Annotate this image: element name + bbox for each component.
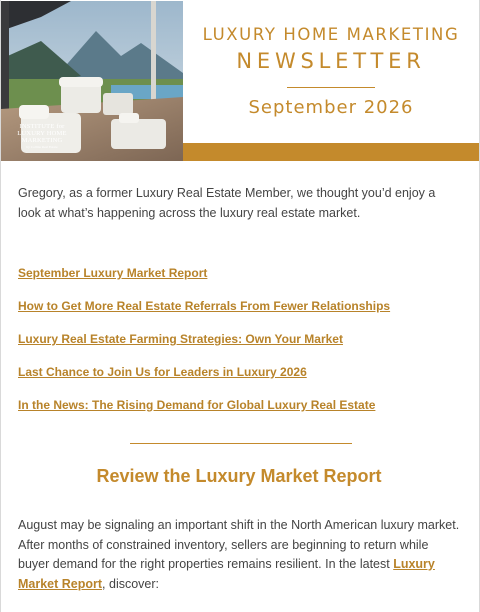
- inline-market-report-link[interactable]: Luxury Market Report: [18, 557, 435, 591]
- header-accent-bar: [183, 143, 479, 161]
- link-in-the-news[interactable]: In the News: The Rising Demand for Global Luxury Real Estate: [18, 398, 376, 412]
- link-leaders-in-luxury[interactable]: Last Chance to Join Us for Leaders in Luxury 2026: [18, 365, 307, 379]
- masthead-top: LUXURY HOME MARKETING: [202, 25, 460, 44]
- masthead: [183, 1, 479, 143]
- logo-line: MARKETING: [21, 137, 63, 144]
- logo-subtitle: by Collins Real Estate: [26, 145, 58, 149]
- article-links: [18, 266, 468, 431]
- hero-image: [1, 1, 183, 161]
- institute-logo: [7, 123, 77, 150]
- paragraph-text-end: , discover:: [102, 576, 160, 591]
- paragraph-text: August may be signaling an important shift in the North American luxury market. After months of constrained inventory, sellers are beginning to return while buyer demand for the right properties remains resilient. In the latest: [18, 518, 460, 571]
- logo-line: LUXURY HOME: [17, 130, 67, 137]
- section-paragraph: [18, 516, 462, 594]
- section-divider: [130, 443, 352, 444]
- masthead-date: September 2026: [248, 97, 414, 118]
- intro-text: Gregory, as a former Luxury Real Estate Member, we thought you’d enjoy a look at what’s happening across the luxury real estate market.: [18, 186, 436, 220]
- logo-line: INSTITUTE for: [19, 123, 65, 130]
- masthead-title: NEWSLETTER: [236, 49, 426, 73]
- section-title: Review the Luxury Market Report: [96, 466, 382, 486]
- link-farming-strategies[interactable]: Luxury Real Estate Farming Strategies: Own Your Market: [18, 332, 343, 346]
- masthead-rule: [287, 87, 375, 88]
- link-referrals[interactable]: How to Get More Real Estate Referrals From Fewer Relationships: [18, 299, 391, 313]
- link-market-report[interactable]: September Luxury Market Report: [18, 266, 208, 280]
- newsletter-header: [1, 1, 479, 161]
